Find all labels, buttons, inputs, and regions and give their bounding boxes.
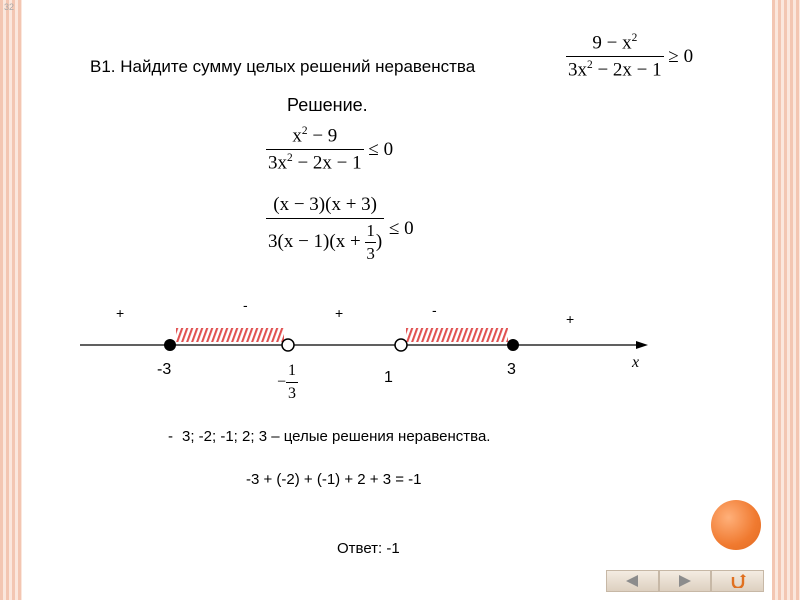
decorative-orb — [711, 500, 761, 550]
hatch-interval-1 — [176, 328, 284, 342]
axis-label: x — [632, 354, 640, 371]
sign-interval-5: + — [566, 311, 575, 327]
point-3 — [507, 339, 519, 351]
sign-interval-2: - — [243, 297, 248, 313]
sum-expression: -3 + (-2) + (-1) + 2 + 3 = -1 — [246, 471, 422, 488]
slide-number: 32 — [4, 2, 15, 12]
sign-interval-1: + — [116, 305, 125, 321]
left-arrow-icon — [625, 575, 639, 587]
integer-solutions: 3; -2; -1; 2; 3 – целые решения неравенства. — [182, 428, 491, 445]
right-arrow-icon — [678, 575, 692, 587]
sign-interval-4: - — [432, 302, 437, 318]
point-minus-3 — [164, 339, 176, 351]
next-slide-button[interactable] — [659, 570, 712, 592]
solution-step-2: (x − 3)(x + 3) 3(x − 1)(x + $\frac{1}{3}$ ) ≤ 0 — [268, 194, 414, 263]
return-button[interactable] — [711, 570, 764, 592]
point-minus-one-third — [282, 339, 294, 351]
return-icon — [730, 574, 746, 588]
task-formula: $\frac{9 - x^2}{3x^2 - 2x - 1}$ ≥ 0 — [568, 32, 694, 81]
hatch-interval-2 — [406, 328, 508, 342]
sign-interval-3: + — [335, 305, 344, 321]
tick-label-minus-3: -3 — [157, 361, 172, 378]
point-1 — [395, 339, 407, 351]
number-line — [0, 290, 660, 370]
task-text: B1. Найдите сумму целых решений неравенства — [90, 57, 476, 76]
bullet: - — [168, 428, 173, 445]
tick-label-3: 3 — [507, 361, 516, 378]
solution-heading: Решение. — [287, 95, 368, 115]
slide-navigation — [606, 570, 764, 592]
axis-arrow — [636, 341, 648, 349]
previous-slide-button[interactable] — [606, 570, 659, 592]
tick-label-1: 1 — [384, 369, 393, 386]
solution-step-1: $\frac{x^2 - 9}{3x^2 - 2x - 1}$ ≤ 0 — [268, 125, 394, 174]
tick-label-minus-one-third: − $\frac{1}{3}$ — [277, 362, 297, 402]
right-border — [772, 0, 800, 600]
answer: Ответ: -1 — [337, 540, 400, 557]
